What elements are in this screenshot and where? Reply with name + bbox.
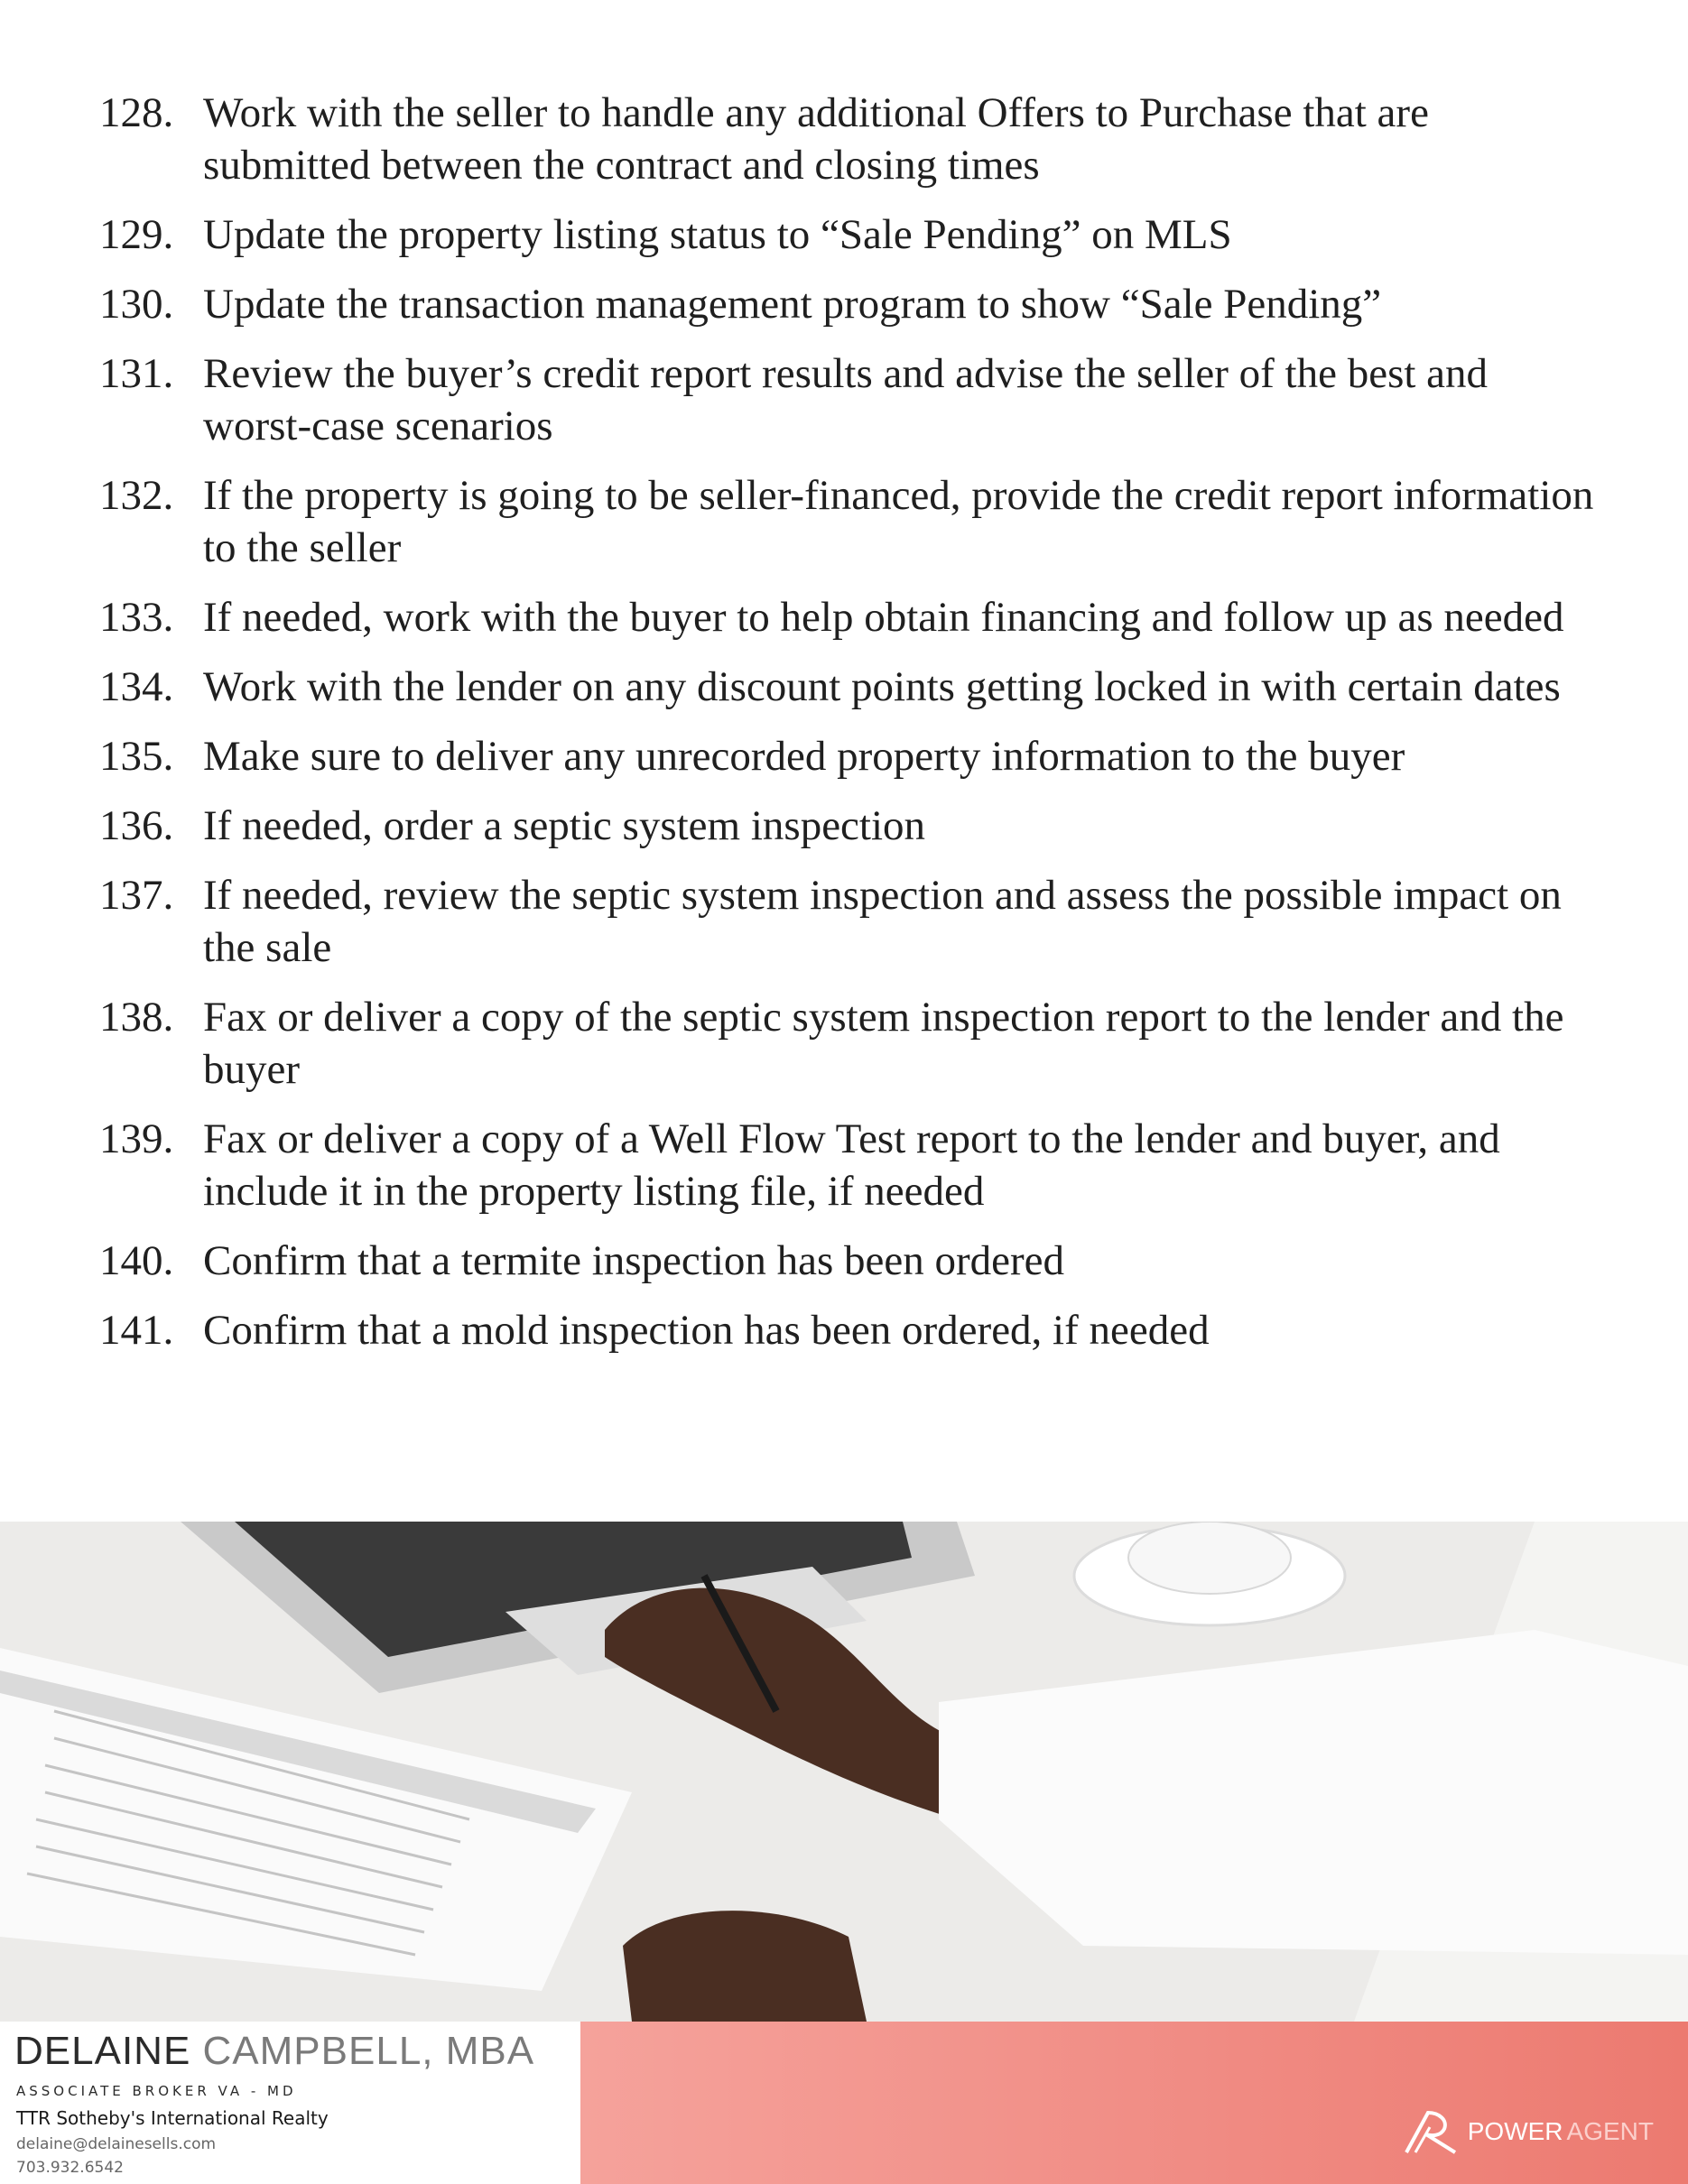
agent-company: TTR Sotheby's International Realty bbox=[16, 2107, 329, 2129]
checklist-item bbox=[99, 208, 1598, 261]
item-number: 134. bbox=[99, 663, 174, 710]
item-number: 132. bbox=[99, 472, 174, 519]
item-text: Update the property listing status to “Sale Pending” on MLS bbox=[203, 211, 1232, 258]
item-text: If needed, work with the buyer to help obtain financing and follow up as needed bbox=[203, 594, 1564, 641]
item-text: Update the transaction management program to show “Sale Pending” bbox=[203, 281, 1382, 328]
agent-phone[interactable]: 703.932.6542 bbox=[16, 2159, 124, 2177]
checklist-item bbox=[99, 800, 1598, 852]
checklist-item bbox=[99, 278, 1598, 330]
item-number: 131. bbox=[99, 350, 174, 397]
item-number: 140. bbox=[99, 1237, 174, 1284]
checklist-item bbox=[99, 1235, 1598, 1287]
brand-panel bbox=[580, 2022, 1688, 2184]
item-number: 137. bbox=[99, 872, 174, 919]
checklist-item bbox=[99, 347, 1598, 452]
checklist-item bbox=[99, 1304, 1598, 1356]
photo-illustration bbox=[0, 1522, 1688, 2022]
item-text: If the property is going to be seller-financed, provide the credit report information to the seller bbox=[203, 472, 1594, 571]
item-text: Confirm that a termite inspection has been ordered bbox=[203, 1237, 1065, 1284]
agent-title: ASSOCIATE BROKER VA - MD bbox=[16, 2083, 297, 2099]
brand-agent: AGENT bbox=[1566, 2117, 1654, 2145]
checklist-item bbox=[99, 469, 1598, 574]
checklist-item bbox=[99, 991, 1598, 1096]
item-text: Fax or deliver a copy of a Well Flow Test report to the lender and buyer, and include it in the property listing file, if needed bbox=[203, 1115, 1500, 1215]
item-number: 128. bbox=[99, 89, 174, 136]
checklist-item bbox=[99, 869, 1598, 974]
desk-laptop-photo bbox=[0, 1522, 1688, 2022]
item-number: 130. bbox=[99, 281, 174, 328]
item-number: 136. bbox=[99, 802, 174, 849]
item-text: Fax or deliver a copy of the septic system inspection report to the lender and the buyer bbox=[203, 994, 1564, 1093]
item-text: Confirm that a mold inspection has been ordered, if needed bbox=[203, 1307, 1210, 1354]
checklist-item bbox=[99, 661, 1598, 713]
agent-email[interactable]: delaine@delainesells.com bbox=[16, 2135, 217, 2153]
item-text: If needed, order a septic system inspection bbox=[203, 802, 926, 849]
item-text: Work with the seller to handle any additional Offers to Purchase that are submitted between the contract and closing times bbox=[203, 89, 1429, 189]
item-number: 139. bbox=[99, 1115, 174, 1162]
item-text: Work with the lender on any discount points getting locked in with certain dates bbox=[203, 663, 1561, 710]
agent-info-panel bbox=[0, 2022, 580, 2184]
item-number: 141. bbox=[99, 1307, 174, 1354]
item-text: If needed, review the septic system inspection and assess the possible impact on the sale bbox=[203, 872, 1562, 971]
agent-last-name: CAMPBELL, MBA bbox=[202, 2029, 535, 2073]
checklist-item bbox=[99, 1113, 1598, 1217]
item-text: Review the buyer’s credit report results and advise the seller of the best and worst-case scenarios bbox=[203, 350, 1489, 449]
power-agent-logo bbox=[1403, 2107, 1654, 2156]
checklist bbox=[99, 87, 1598, 1374]
item-number: 138. bbox=[99, 994, 174, 1041]
item-number: 133. bbox=[99, 594, 174, 641]
checklist-item bbox=[99, 591, 1598, 643]
power-agent-logo-icon bbox=[1403, 2107, 1461, 2156]
item-number: 135. bbox=[99, 733, 174, 780]
checklist-item bbox=[99, 730, 1598, 782]
checklist-item bbox=[99, 87, 1598, 191]
item-text: Make sure to deliver any unrecorded property information to the buyer bbox=[203, 733, 1405, 780]
brand-power: POWER bbox=[1467, 2117, 1563, 2145]
agent-name bbox=[14, 2029, 534, 2074]
agent-first-name: DELAINE bbox=[14, 2029, 191, 2073]
item-number: 129. bbox=[99, 211, 174, 258]
